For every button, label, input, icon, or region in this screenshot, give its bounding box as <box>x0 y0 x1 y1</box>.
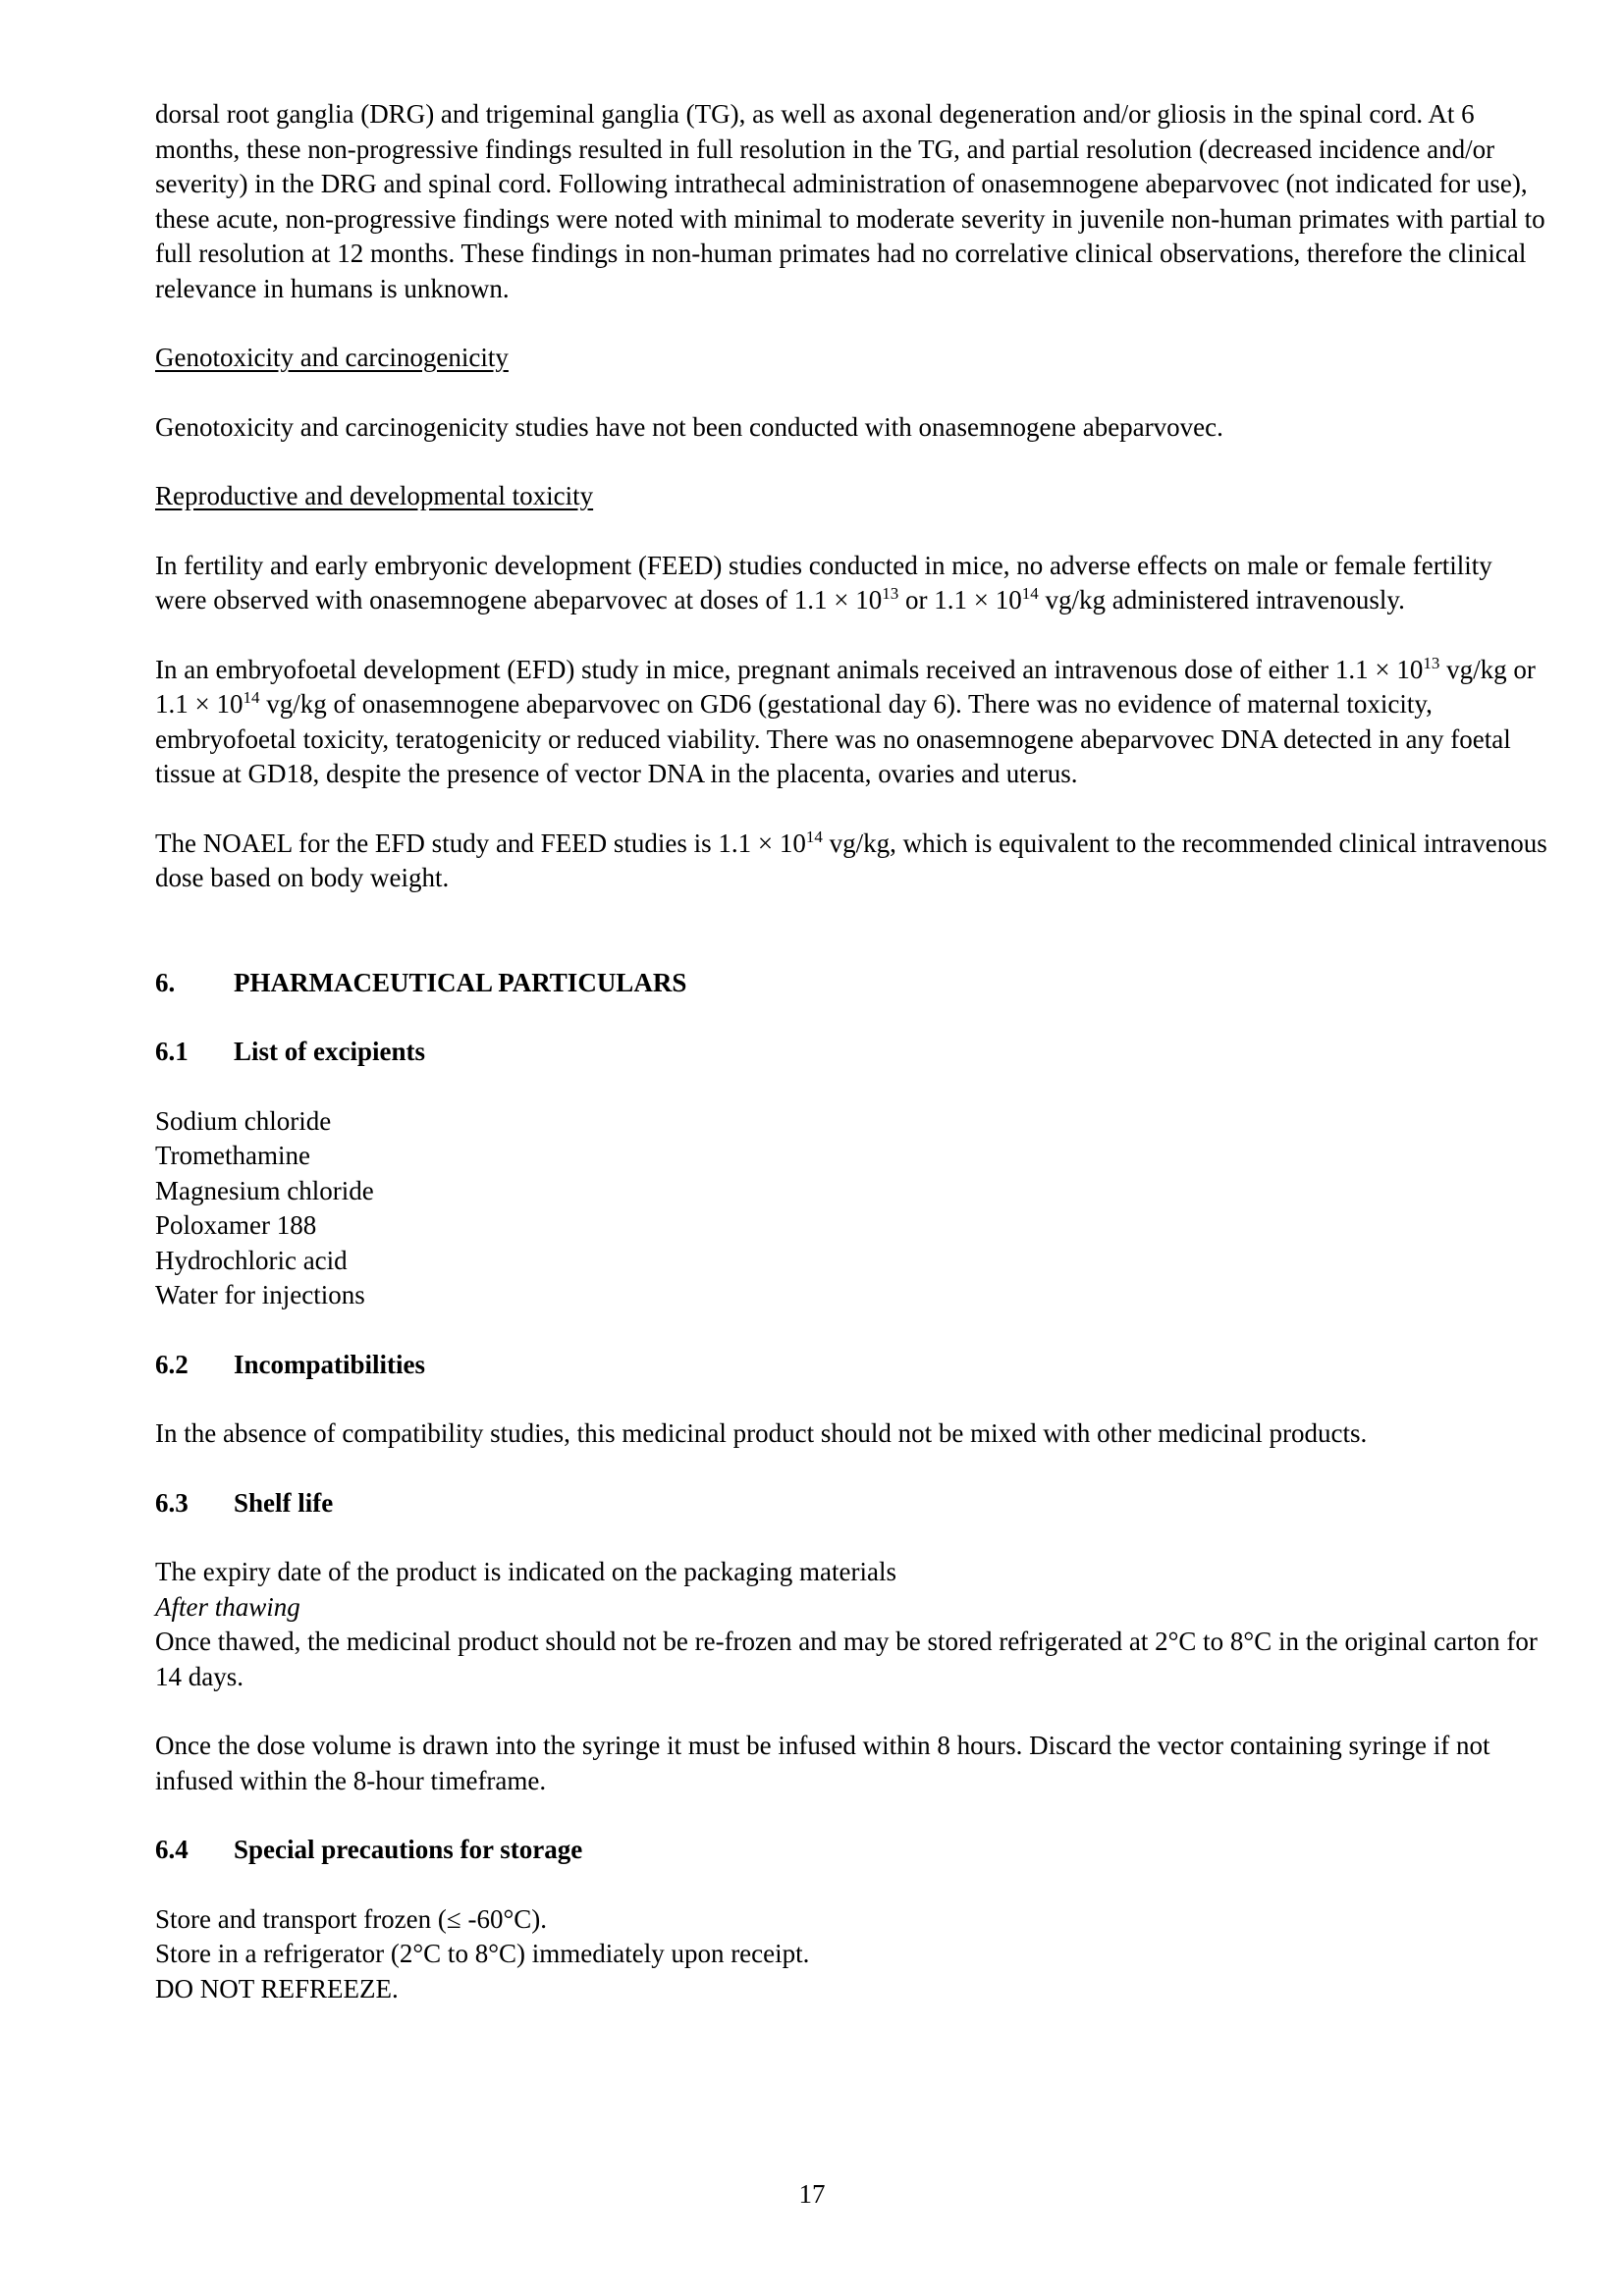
list-item: Poloxamer 188 <box>155 1210 317 1240</box>
section-6-2-heading: 6.2 Incompatibilities <box>155 1349 426 1379</box>
section-6-1-heading: 6.1 List of excipients <box>155 1037 425 1066</box>
list-item: Hydrochloric acid <box>155 1245 348 1275</box>
noael-paragraph: The NOAEL for the EFD study and FEED studies is $1.1 \times 10^{14}$ vg/kg, which is equivalent to the recommended clinical intravenous dose based on body weight. <box>155 827 1547 892</box>
page-content <box>155 97 1549 2006</box>
page-number: 17 <box>798 2179 826 2209</box>
genotox-text: Genotoxicity and carcinogenicity studies have not been conducted with onasemnogene abeparvovec. <box>155 411 1223 442</box>
list-item: Tromethamine <box>155 1141 310 1170</box>
efd-paragraph: In an embryofoetal development (EFD) study in mice, pregnant animals received an intravenous dose of either $1.1 \times 10^{13}$ vg/kg or $1.1 \times 10^{14}$ vg/kg of onasemnogene abeparvovec on GD6 (gestational day 6). There was no evidence of maternal toxicity, embryofoetal toxicity, teratogenicity or reduced viability. There was no onasemnogene abeparvovec DNA detected in any foetal tissue at GD18, despite the presence of vector DNA in the placenta, ovaries and uterus. <box>155 653 1536 788</box>
repro-heading: Reproductive and developmental toxicity <box>155 481 594 510</box>
shelf-life-line: The expiry date of the product is indicated on the packaging materials <box>155 1557 896 1586</box>
excipient-list <box>155 1104 1549 1313</box>
syringe-infusion-text: Once the dose volume is drawn into the syringe it must be infused within 8 hours. Discard the vector containing syringe if not infused within the 8-hour timeframe. <box>155 1731 1490 1795</box>
storage-line: DO NOT REFREEZE. <box>155 1973 399 2003</box>
storage-line: Store in a refrigerator (2°C to 8°C) immediately upon receipt. <box>155 1939 810 1968</box>
intro-paragraph: dorsal root ganglia (DRG) and trigeminal ganglia (TG), as well as axonal degeneration and/or gliosis in the spinal cord. At 6 months, these non-progressive findings resulted in full resolution in the TG, and partial resolution (decreased incidence and/or severity) in the DRG and spinal cord. Following intrathecal administration of onasemnogene abeparvovec (not indicated for use), these acute, non-progressive findings were noted with minimal to moderate severity in juvenile non-human primates with partial to full resolution at 12 months. These findings in non-human primates had no correlative clinical observations, therefore the clinical relevance in humans is unknown. <box>155 99 1545 303</box>
list-item: Sodium chloride <box>155 1105 332 1136</box>
list-item: Water for injections <box>155 1280 365 1309</box>
section-6-heading: 6. PHARMACEUTICAL PARTICULARS <box>155 967 687 997</box>
genotox-heading: Genotoxicity and carcinogenicity <box>155 343 509 372</box>
after-thawing-subheading: After thawing <box>155 1591 300 1622</box>
thawed-storage-text: Once thawed, the medicinal product should not be re-frozen and may be stored refrigerated at 2°C to 8°C in the original carton for 14 days. <box>155 1627 1538 1691</box>
storage-line: Store and transport frozen (≤ -60°C). <box>155 1903 548 1934</box>
list-item: Magnesium chloride <box>155 1175 374 1205</box>
section-6-3-heading: 6.3 Shelf life <box>155 1487 334 1518</box>
section-6-4-heading: 6.4 Special precautions for storage <box>155 1835 583 1864</box>
feed-paragraph: In fertility and early embryonic development (FEED) studies conducted in mice, no adverse effects on male or female fertility were observed with onasemnogene abeparvovec at doses of $1.1 \times 10^{13}$ or $1.1 \times 10^{14}$ vg/kg administered intravenously. <box>155 550 1492 614</box>
incompatibilities-text: In the absence of compatibility studies, this medicinal product should not be mixed with other medicinal products. <box>155 1418 1368 1448</box>
